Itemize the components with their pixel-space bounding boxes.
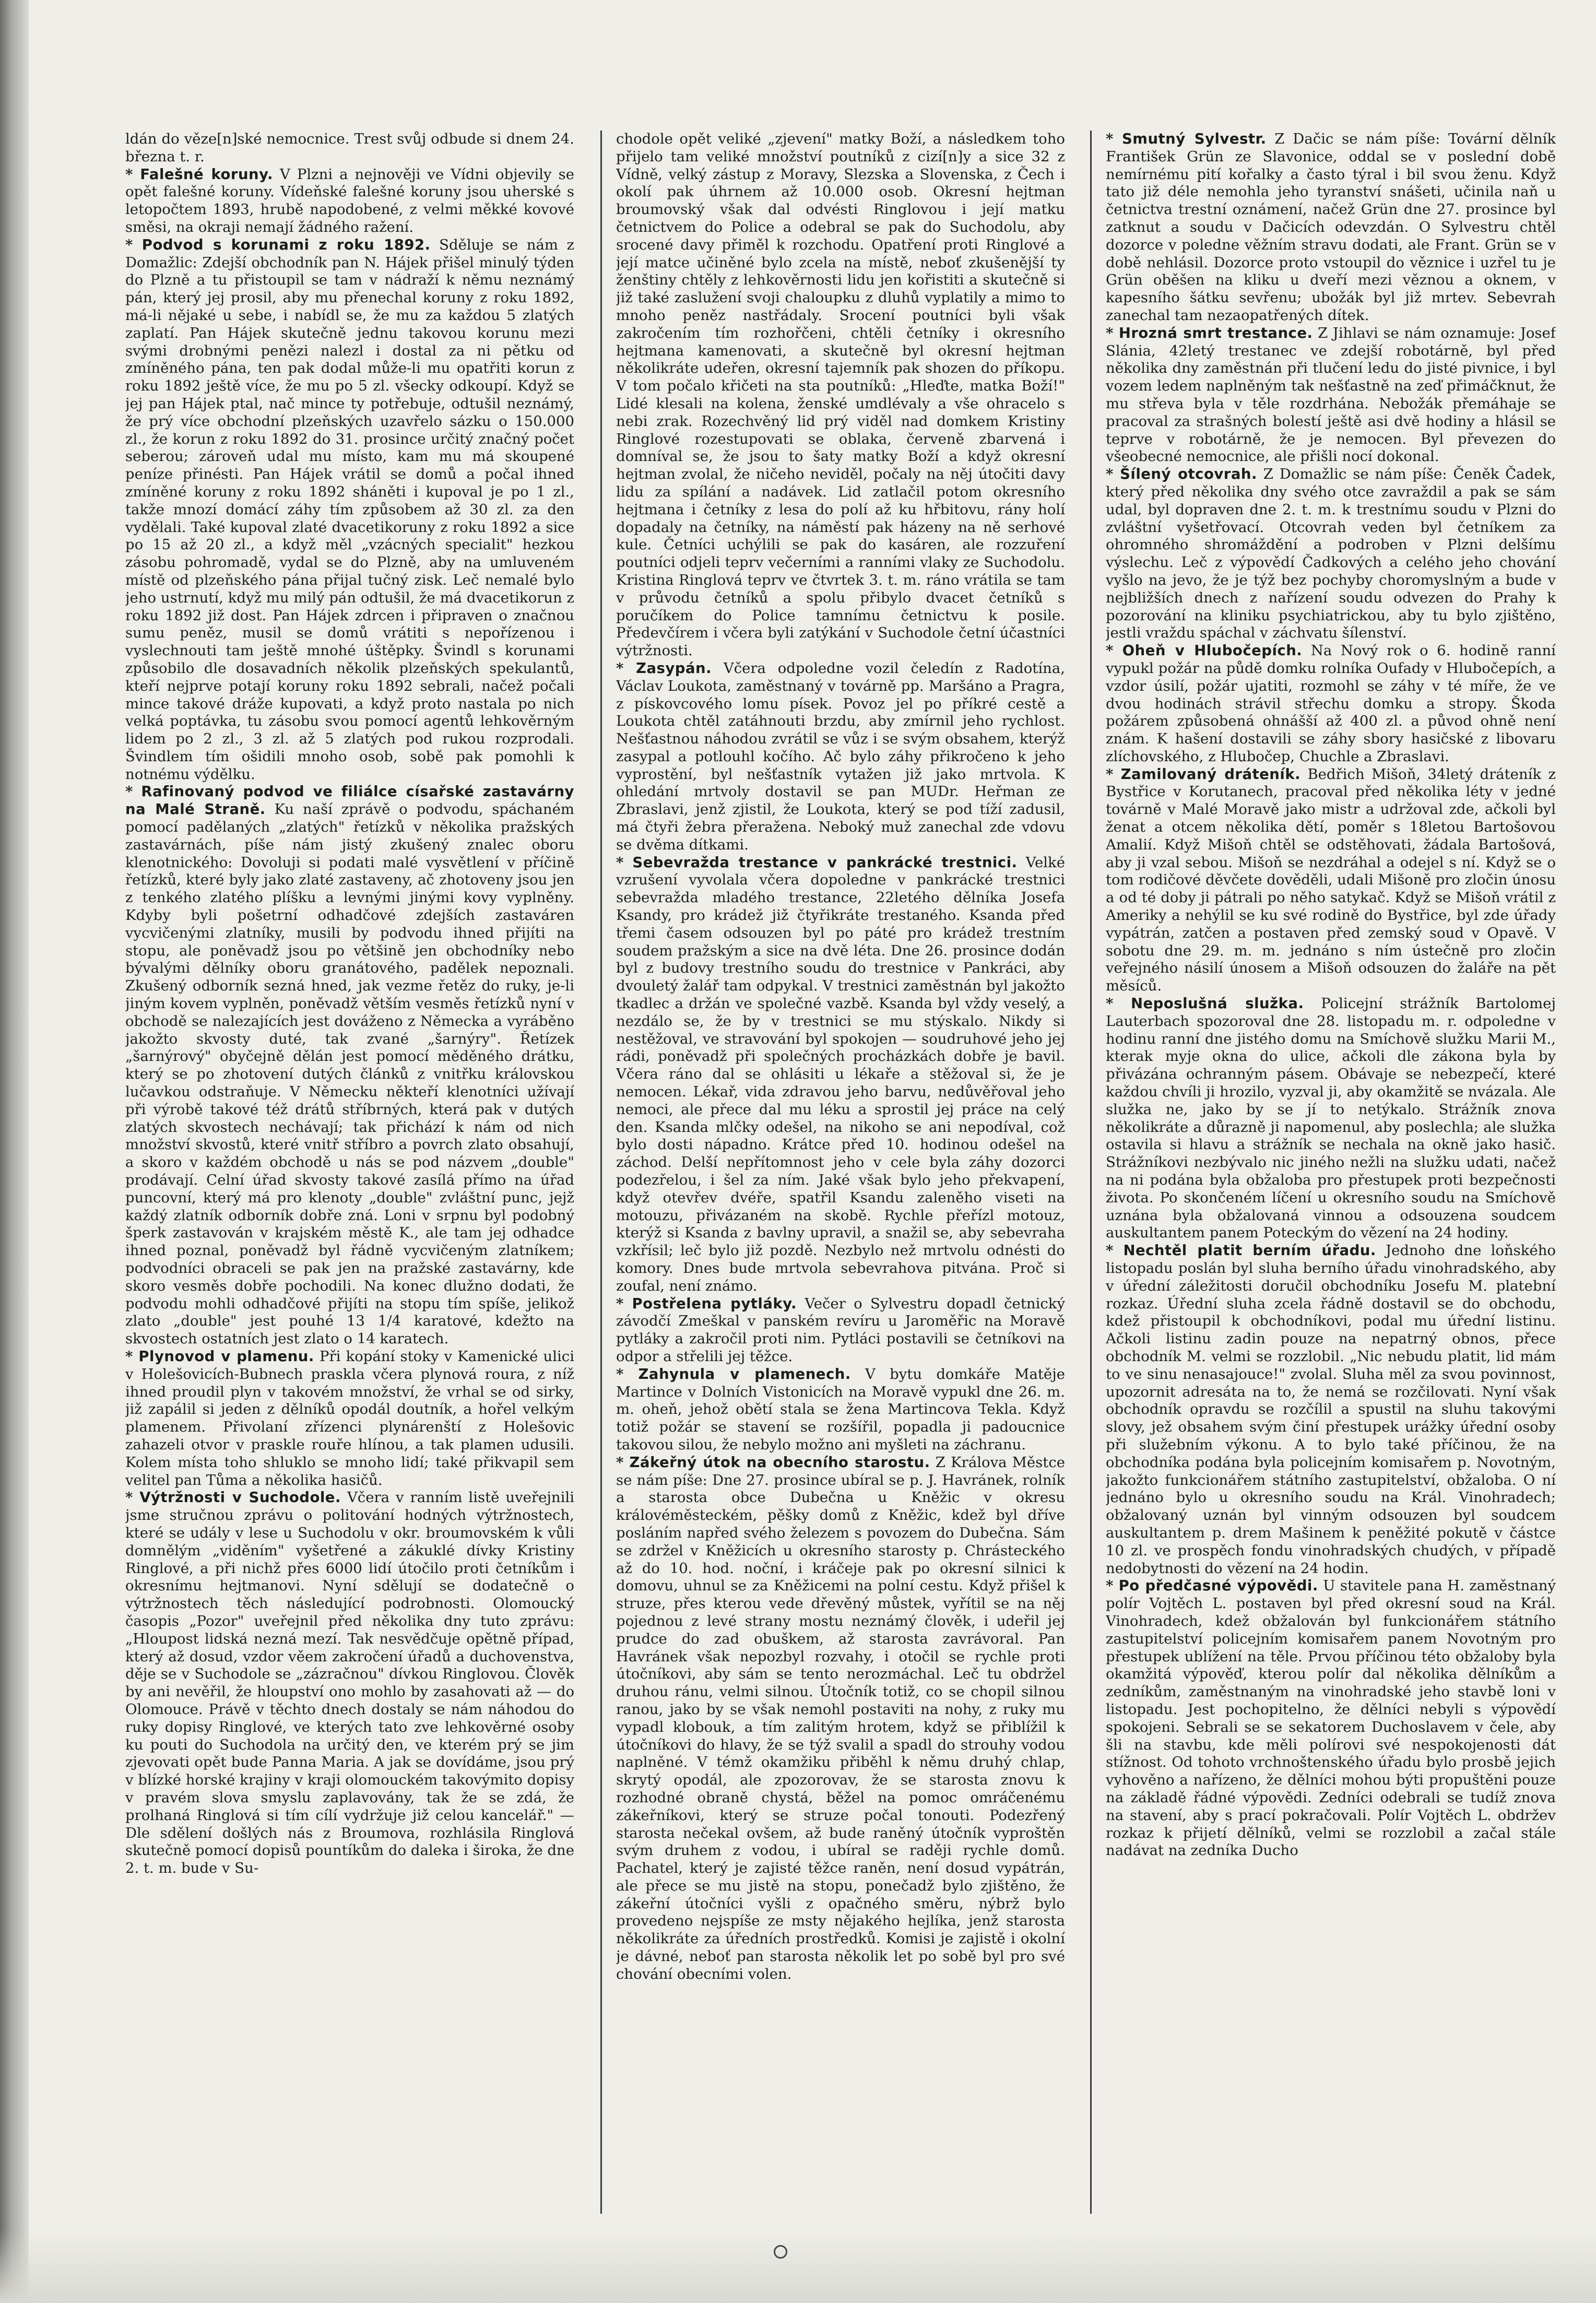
- page-hole-mark: [774, 2245, 787, 2259]
- article-1: [125, 166, 574, 237]
- article-2: [125, 237, 574, 784]
- article-headline: Hrozná smrt trestance.: [1118, 324, 1313, 341]
- article-star-mark: *: [1106, 131, 1122, 147]
- article-star-mark: *: [1106, 1242, 1124, 1259]
- article-headline: Po předčasné výpovědi.: [1118, 1577, 1318, 1595]
- article-text: Včera v ranním listě uveřejnili jsme stručnou zprávu o politování hodných výtržnostech, které se udály v lese u Suchodolu v okr. broumovském k vůli domnělým „viděním" vyšetřené a zákuklé dívky Kristiny Ringlové, a při nichž přes 6000 lidí útočilo proti četníkům i okresnímu hejtmanovi. Nyní sdělují se dodatečně o výtržnostech těch následující podrobnosti. Olomoucký časopis „Pozor" uveřejnil před několika dny tuto zprávu: „Hloupost lidská nezná mezí. Tak nesvědčuje opětně případ, který až dosud, vzdor věem zakročení úřadů a duchovenstva, děje se v Suchodole se „zázračnou" dívkou Ringlovou. Člověk by ani nevěřil, že hloupství ono mohlo by zasahovati až — do Olomouce. Právě v těchto dnech dostaly se nám náhodou do ruky dopisy Ringlové, ve kterých tato zve lehkověrné osoby ku pouti do Suchodola na určitý den, ve kterém prý se jim zjevovati opět bude Panna Maria. A jak se dovídáme, jsou prý v blízké horské krajiny v kraji olomouckém takovýmito dopisy v pravém slova smyslu zaplavovány, tak že se zdá, že prolhaná Ringlová si tím cílí vydržuje již celou kancelář." — Dle sdělení došlých nás z Broumova, rozhlásila Ringlová skutečně pomocí dopisů pountíkům do daleka i široka, že dne 2. t. m. bude v Su-: [125, 1489, 574, 1877]
- article-3: [1106, 642, 1556, 766]
- article-2: [1106, 466, 1556, 642]
- article-headline: Oheň v Hlubočepích.: [1122, 642, 1303, 659]
- article-text: Na Nový rok o 6. hodině ranní vypukl požár na půdě domku rolníka Oufady v Hlubočepích, a vzdor úsilí, požár ujatiti, rozmohl se záhy v té míře, že ve dvou hodinách strávil střechu domku a stropy. Škoda požárem způsobená ohnášší až 400 zl. a původ ohně není znám. K hašení dostavili se záhy sbory hasičské z libovaru zlíchovského, z Hlubočep, Chuchle a Zbraslavi.: [1106, 642, 1556, 765]
- article-5: [125, 1489, 574, 1877]
- article-0: [125, 131, 574, 166]
- article-text: V bytu domkáře Matěje Martince v Dolních Vistonicích na Moravě vypukl dne 26. m. m. oheň, jehož obětí stala se žena Martincova Tekla. Když totiž požár se stavení se rozšířil, popadla ji padoucnice takovou silou, že nebylo možno ani myšleti na záchranu.: [616, 1365, 1065, 1453]
- article-text: Z Domažlic se nám píše: Čeněk Čadek, který před několika dny svého otce zavraždil a pak se sám udal, byl dopraven dne 2. t. m. k trestnímu soudu v Plzni do zvláštní vyšetřovací. Otcovrah veden byl četníkem za ohromného shromáždění a podroben v Plzni delšímu výslechu. Leč z výpovědí Čadkových a celého jeho chování vyšlo na jevo, že je týž bez pochyby choromyslným a bude v nejbližších dnech z nařízení soudu odvezen do Prahy k pozorování na kliniku psychiatrickou, aby tu bylo zjištěno, jestli vraždu spáchal v záchvatu šílenství.: [1106, 466, 1556, 642]
- article-star-mark: *: [616, 1295, 632, 1312]
- article-headline: Smutný Sylvestr.: [1121, 131, 1267, 147]
- article-text: Sděluje se nám z Domažlic: Zdejší obchodník pan N. Hájek přišel minulý týden do Plzně a tu přistoupil se tam v nádraží k němu neznámý pán, který jej prosil, aby mu přenechal koruny z roku 1892, má-li nějaké u sebe, i nabídl se, že mu za každou 5 zlatých zaplatí. Pan Hájek skutečně jednu takovou korunu mezi svými drobnými penězi nalezl i dostal za ni pětku od zmíněného pána, ten pak dodal může-li mu opatřiti korun z roku 1892 ještě více, že mu po 5 zl. všecky odkoupí. Když se jej pan Hájek ptal, nač mince ty potřebuje, odtušil neznámý, že prý více obchodní plzeňských uzavřelo sázku o 150.000 zl., že korun z roku 1892 do 31. prosince určitý značný počet seberou; zároveň udal mu místo, kam mu má skoupené peníze přinésti. Pan Hájek vrátil se domů a počal ihned zmíněné koruny z roku 1892 sháněti i kupoval je po 1 zl., takže mnozí domácí záhy tím způsobem až 30 zl. za den vydělali. Také kupoval zlaté dvacetikoruny z roku 1892 a sice po 15 až 20 zl., a když měl „vzácných specialit" hezkou zásobu pohromadě, vydal se do Plzně, aby na umluveném místě od plzeňského pána přijal tučný zisk. Leč nemalé bylo jeho ustrnutí, když mu milý pán odtušil, že má dvacetikorun z roku 1892 již dost. Pan Hájek zdrcen i připraven o značnou sumu peněz, musil se domů vrátiti s nepořízenou i vyslechnouti tam ještě mnohé úštěpky. Švindl s korunami způsobilo dle dosavadních několik plzeňských spekulantů, kteří nejprve potají koruny roku 1892 sebrali, načež počali mince takové dráže kupovati, a když proto nastala po nich velká poptávka, tu zásobu svou pomocí agentů lehkověrným lidem po 2 zl., 3 zl. až 5 zlatých pod rukou rozprodali. Švindlem tím ošidili mnoho osob, sobě pak pomohli k notnému výdělku.: [125, 236, 574, 783]
- article-text: Včera odpoledne vozil čeledín z Radotína, Václav Loukota, zaměstnaný v továrně pp. Maršáno a Pragra, z pískovcového lomu písek. Povoz jel po příkré cestě a Loukota chtěl zatáhnouti brzdu, aby zmírnil jeho rychlost. Nešťastnou náhodou zvrátil se vůz i se svým obsahem, kterýž zasypal a potlouhl kočího. Ač bylo záhy přikročeno k jeho vyprostění, byl nešťastník vytažen již jako mrtvola. K ohledání mrtvoly dostavil se pan MUDr. Heřman ze Zbraslavi, jenž zjistil, že Loukota, který se pod tíží zadusil, má čtyři žebra přeražena. Neboký muž zanechal zde vdovu se dvěma dítkami.: [616, 659, 1065, 853]
- column-3: [1106, 131, 1556, 2214]
- article-headline: Zákeřný útok na obecního starostu.: [629, 1454, 930, 1471]
- article-text: Z Jihlavi se nám oznamuje: Josef Slánia, 42letý trestanec ve zdejší robotárně, byl před několika dny zaměstnán při tlučení ledu do jisté pivnice, i byl vozem ledem naplněným tak nešťastně na zeď přimáčknut, že mu střeva byla v těle rozdrhána. Nebožák přemáhaje se pracoval za strašných bolestí ještě asi dvě hodiny a hlásil se teprve v robotárně, že je nemocen. Byl převezen do všeobecné nemocnice, ale přišli nocí dokonal.: [1106, 324, 1556, 465]
- article-7: [1106, 1577, 1556, 1860]
- column-rule-2: [1090, 131, 1092, 2214]
- article-3: [616, 1295, 1065, 1366]
- article-text: Policejní strážník Bartolomej Lauterbach spozoroval dne 28. listopadu m. r. odpoledne v hodinu ranní dne jistého domu na Smíchově služku Marii M., kterak myje okna do ulice, ačkoli dle zákona byla by přivázána ochranným pásem. Obávaje se nebezpečí, které každou chvíli ji hrozilo, vyzval ji, aby okamžitě se nvázala. Ale služka ne, jako by se jí to netýkalo. Strážník znova několikráte a důrazně ji napomenul, aby poslechla; ale služka ostavila si hlavu a strážník se nechala na okně jako hasič. Strážníkovi nezbývalo nic jiného nežli na služku udati, načež na ni podána byla obžaloba pro přestupek proti bezpečnosti života. Po skončeném líčení u okresního soudu na Smíchově uznána byla obžalovaná vinnou a odsouzena soudcem auskultantem panem Poteckým do vězení na 24 hodiny.: [1106, 995, 1556, 1242]
- article-4: [616, 1366, 1065, 1454]
- article-star-mark: *: [616, 1454, 630, 1471]
- column-rule-1: [600, 131, 602, 2214]
- article-1: [616, 660, 1065, 854]
- page-binding-shadow: [0, 0, 29, 2303]
- article-3: [125, 783, 574, 1348]
- article-star-mark: *: [1106, 1577, 1119, 1595]
- article-6: [1106, 1242, 1556, 1577]
- article-text: Bedřich Mišoň, 34letý dráteník z Bystřice v Korutanech, pracoval před několika léty v jedné továrně v Malé Moravě jako mistr a udržoval zde, ačkoli byl ženat a otcem několika dětí, poměr s 18letou Bartošovou Amalií. Když Mišoň chtěl se odstěhovati, žádala Bartošová, aby ji vzal sebou. Mišoň se nezdráhal a odejel s ní. Když se o tom rodičové děvčete dověděli, udali Mišoně pro zločin únosu a od té doby ji pátrali po něho satykač. Když se Mišoň vrátil z Ameriky a nehýlil se ku své rodině do Bystřice, byl zde úřady vypátrán, zatčen a postaven před zemský soud v Opavě. V sobotu dne 29. m. m. jednáno s ním ústečně pro zločin veřejného násilí únosem a Mišoň odsouzen do žaláře na pět měsíců.: [1106, 765, 1556, 995]
- article-headline: Rafinovaný podvod ve filiálce císařské zastavárny na Malé Straně.: [125, 783, 574, 818]
- article-star-mark: *: [125, 1348, 139, 1365]
- article-2: [616, 854, 1065, 1295]
- article-star-mark: *: [1106, 324, 1119, 341]
- article-text: Z Králova Městce se nám píše: Dne 27. prosince ubíral se p. J. Havránek, rolník a starosta obce Dubečna u Kněžic v okresu královéměsteckém, pěšky domů z Kněžic, kdež byl dříve posláním napřed svého železem s povozem do Dubečna. Sám se zdržel v Kněžicích u okresního starosty p. Chrásteckého až do 10. hod. noční, i kráčeje pak po okresní silnici k domovu, uhnul se za Kněžicemi na polní cestu. Když přišel k struze, přes kterou vede dřevěný můstek, vyřítil se na něj pojednou z levé strany mostu neznámý člověk, i udeřil jej prudce do zad obuškem, až starosta zavrávoral. Pan Havránek však nepozbyl rozvahy, i otočil se rychle proti útočníkovi, aby sám se tento nerozmáchal. Leč tu obdržel druhou ránu, velmi silnou. Útočník totiž, co se chopil silnou ranou, jako by se však nemohl postaviti na nohy, z ruky mu vypadl klobouk, a tím zalitým hrotem, když se přiblížil k útočníkovi do hlavy, že se týž svalil a spadl do strouhy vodou naplněné. V témž okamžiku přiběhl k němu druhý chlap, skrytý opodál, ale zpozorovav, že se starosta znovu k rozhodné obraně chystá, běžel na pomoc omráčenému zákeřníkovi, který se struze počal tonouti. Podezřený starosta nečekal ovšem, až bude raněný útočník vyproštěn svým druhem z vodou, i ubíral se raději rychle domů. Pachatel, který je zajisté těžce raněn, není dosud vypátrán, ale přece se mu jistě na stopu, ponečadž bylo zjištěno, že zákeřní útočníci vyšli z opačného směru, nýbrž bylo provedeno nejspíše ze msty nějakého hejlíka, jenž starosta několikráte za úředních prostředků. Komisi je zajistě i okolní je dávné, neboť pan starosta několik let po sobě byl pro své chování obecními volen.: [616, 1454, 1065, 1982]
- article-headline: Neposlušná služka.: [1131, 995, 1304, 1012]
- article-text: U stavitele pana H. zaměstnaný polír Vojtěch L. postaven byl před okresní soud na Král. Vinohradech, kdež obžalován byl funkcionářem státního zastupitelství policejním komisařem panem Novotným pro přestupek ublížení na těle. Prvou příčinou této obžaloby byla okamžitá výpověď, kterou polír dal několika dělníkům a zedníkům, zaměstnaným na vinohradské jeho stavbě loni v listopadu. Jest pochopitelno, že dělníci nebyli s výpovědí spokojeni. Sebrali se se sekatorem Duchoslavem v čele, aby šli na stavbu, kde měli polírovi své nespokojenosti dát stížnost. Od tohoto vrchnoštenského úřadu bylo prosbě jejich vyhověno a nařízeno, že dělníci mohou býti propuštěni pouze na základě řádné výpovědi. Zedníci odebrali se tudíž znova na stavení, aby s prací pokračovali. Polír Vojtěch L. obdržev rozkaz k přijetí dělníků, velmi se rozzlobil a začal stále nadávat na zedníka Ducho: [1106, 1577, 1556, 1859]
- article-0: [616, 131, 1065, 660]
- article-text: Večer o Sylvestru dopadl četnický závodčí Zmeškal v panském revíru u Jaroměřic na Moravě pytláky a zakročil proti nim. Pytláci postavili se četníkovi na odpor a střelili jej těžce.: [616, 1295, 1065, 1365]
- article-star-mark: *: [616, 659, 636, 677]
- article-headline: Postřelena pytláky.: [632, 1295, 797, 1312]
- article-headline: Podvod s korunami z roku 1892.: [141, 236, 431, 253]
- article-headline: Nechtěl platit berním úřadu.: [1123, 1242, 1376, 1259]
- article-star-mark: *: [125, 783, 141, 800]
- article-text: V Plzni a nejnověji ve Vídni objevily se opět falešné koruny. Vídeňské falešné koruny jsou uherské s letopočtem 1893, hrubě napodobené, z velmi měkké kovové směsi, na okraji nemají žádného ražení.: [125, 166, 574, 235]
- article-text: Při kopání stoky v Kamenické ulici v Holešovicích-Bubnech praskla včera plynová roura, z níž ihned proudil plyn v takovém množství, že vrhal se od sirky, již zapálil si jeden z dělníků opodál doutník, a hořel velkým plamenem. Přivolaní zřízenci plynárenští z Holešovic zahazeli otvor v praskle rouře hlínou, a tak plamen udusili. Kolem místa toho shluklo se mnoho lidí; také přikvapil sem velitel pan Tůma a několika hasičů.: [125, 1348, 574, 1489]
- article-star-mark: *: [125, 236, 142, 253]
- article-text: chodole opět veliké „zjevení" matky Boží, a následkem toho přijelo tam veliké množství poutníků z cizí[n]y a sice 32 z Vídně, velký zástup z Moravy, Slezska a Slovenska, z Čech i okolí pak úhrnem až 10.000 osob. Okresní hejtman broumovský však dal odvésti Ringlovou i její matku četnictvem do Police a odebral se pak do Suchodolu, aby srocené davy přiměl k rozchodu. Opatření proti Ringlové a její matce učiněné bylo zcela na místě, neboť zkušenější ty ženštiny chtěly z lehkověrnosti lidu jen kořistiti a skutečně si již také zaslužení svoji chaloupku z dluhů vyplatily a mimo to mnoho peněz nastřádaly. Srocení poutníci byli však zakročením tím rozhořčeni, chtěli četníky i okresního hejtmana kamenovati, a skutečně byl okresní hejtman několikráte udeřen, okresní tajemník pak shozen do příkopu. V tom počalo křičeti na sta poutníků: „Hleďte, matka Boží!" Lidé klesali na kolena, ženské umdlévaly a vše ohracelo s nebi zrak. Rozechvěný lid prý viděl nad domkem Kristiny Ringlové rozestupovati se oblaka, červeně zbarvená i domníval se, že jsou to šaty matky Boží a když okresní hejtman zvolal, že ničeho neviděl, počaly na něj útočiti davy lidu za spílání a nadávek. Lid zatlačil potom okresního hejtmana i četníky z lesa do polí až ku hřbitovu, rány holí dopadaly na četníky, na náměstí pak házeny na ně serhové kule. Četníci uchýlili se pak do kasáren, ale rozzuření poutníci odjeli teprv večerními a ranními vlaky ze Suchodolu. Kristina Ringlová teprv ve čtvrtek 3. t. m. ráno vrátila se tam v průvodu četníků a spolu přibylo dvacet četníků s poručíkem do Police tamnímu četnictvu k posile. Předevčírem i včera byli zatýkání v Suchodole četní účastníci výtržnosti.: [616, 131, 1065, 659]
- article-text: ldán do věze[n]ské nemocnice. Trest svůj odbude si dnem 24. března t. r.: [125, 131, 574, 165]
- article-headline: Výtržnosti v Suchodole.: [139, 1489, 341, 1506]
- article-star-mark: *: [1106, 466, 1120, 483]
- article-5: [1106, 995, 1556, 1242]
- article-star-mark: *: [125, 1489, 140, 1506]
- article-star-mark: *: [1106, 642, 1122, 659]
- article-headline: Sebevražda trestance v pankrácké trestnici.: [632, 854, 1018, 871]
- article-text: Jednoho dne loňského listopadu poslán byl sluha berního úřadu vinohradského, aby v úřední záležitosti doručil obchodníku Josefu M. platební rozkaz. Úřední sluha zcela řádně dostavil se do obchodu, kdež přistoupil k obchodníkovi, podal mu úřední listinu. Ačkoli listinu zadin pouze na nepatrný obnos, přece obchodník M. velmi se rozzlobil. „Nic nebudu platit, lid mám to ve sinu nenasajouce!" zvolal. Sluha měl za svou povinnost, upozornit adresáta na to, že nemá se rozčilovati. Nyní však obchodník opravdu se rozčílil a spustil na sluhu takovými slovy, jež obsahem svým činí přestupek urážky úřední osoby při služebním výkonu. A to bylo také příčinou, že na obchodníka podána byla policejním komisařem p. Novotným, jakožto funkcionářem státního zastupitelství, obžaloba. O ní jednáno bylo u okresního soudu na Král. Vinohradech; obžalovaný uznán byl vinným odsouzen byl soudcem auskultantem p. drem Mašinem k peněžité pokutě v částce 10 zl. ve prospěch fondu vinohradských chudých, v případě nedobytnosti do vězení na 24 hodin.: [1106, 1242, 1556, 1577]
- article-headline: Zamilovaný dráteník.: [1120, 765, 1301, 783]
- article-1: [1106, 325, 1556, 466]
- article-text: Z Dačic se nám píše: Tovární dělník František Grün ze Slavonice, oddal se v poslední době nemírnému pití kořalky a často týral i bil svou ženu. Když tato již déle nemohla jeho tyranství snášeti, učinila naň u četnictva trestní oznámení, načež Grün dne 27. prosince byl zatknut a soudu v Dačicích odevzdán. O Sylvestru chtěl dozorce v poledne věžním stravu dodati, ale Frant. Grün se v době nehlásil. Dozorce proto vstoupil do věznice i uzřel tu je Grün oběšen na kliku u dveří mezi věznou a oknem, v kapesního šátku sevřenu; ubožák byl již mrtev. Sebevrah zanechal tam nezaopatřených dítek.: [1106, 131, 1556, 324]
- article-headline: Zasypán.: [636, 659, 712, 677]
- article-star-mark: *: [1106, 995, 1131, 1012]
- article-0: [1106, 131, 1556, 325]
- article-star-mark: *: [1106, 765, 1121, 783]
- article-headline: Šílený otcovrah.: [1120, 466, 1257, 483]
- article-star-mark: *: [125, 166, 140, 183]
- article-star-mark: *: [616, 1365, 639, 1383]
- article-4: [125, 1348, 574, 1489]
- article-headline: Plynovod v plamenu.: [138, 1348, 314, 1365]
- article-headline: Falešné koruny.: [140, 166, 273, 183]
- column-1: [125, 131, 574, 2214]
- article-text: Velké vzrušení vyvolala včera dopoledne v pankrácké trestnici sebevražda mladého trestance, 22letého dělníka Josefa Ksandy, pro krádež již čtyřikráte trestaného. Ksanda před třemi časem odsouzen byl po páté pro krádež trestním soudem pražským a sice na dvě léta. Dne 26. prosince dodán byl z budovy trestního soudu do trestnice v Pankráci, aby dvouletý žalář tam odpykal. V trestnici zaměstnán byl jakožto tkadlec a držán ve společné vazbě. Ksanda byl vždy veselý, a nezdálo se, že by v trestnici se mu stýskalo. Nikdy si nestěžoval, ve stravování byl spokojen — soudruhové jeho jej rádi, poněvadž při společných procházkách dobře je bavil. Včera ráno dal se ohlásiti u lékaře a stěžoval si, že je nemocen. Lékař, vida zdravou jeho barvu, nedůvěřoval jeho nemoci, ale přece dal mu léku a sprostil jej práce na celý den. Ksanda mlčky odešel, na nikoho se ani nepodíval, což bylo dosti nápadno. Krátce před 10. hodinou odešel na záchod. Delší nepřítomnost jeho v cele byla záhy dozorci podezřelou, i šel za ním. Jaké však bylo jeho překvapení, když otevřev dvéře, spatřil Ksandu zaleněho viseti na motouzu, přivázaném na skobě. Rychle přeřízl motouz, kterýž si Ksanda z bavlny upravil, a snažil se, aby sebevraha vzkřísil; leč bylo již pozdě. Nezbylo než mrtvolu odnésti do komory. Dnes bude mrtvola sebevrahova pitvána. Proč si zoufal, není známo.: [616, 854, 1065, 1294]
- article-text: Ku naší zprávě o podvodu, spáchaném pomocí padělaných „zlatých" řetízků v několika pražských zastavárnách, píše nám jistý zkušený znalec oboru klenotnického: Dovoluji si podati malé vysvětlení v příčině řetízků, které byly jako zlaté zastaveny, ač zhotoveny jsou jen z tenkého zlatého plíšku a levnými jinými kovy vyplněny. Kdyby byli pošetrní odhadčové zdejších zastaváren vycvičenými zlatníky, musili by podvodu ihned přijíti na stopu, ale poněvadž jsou po většině jen obchodníky nebo bývalými dělníky oboru granátového, padělek nepoznali. Zkušený odborník sezná hned, jak vezme řetěz do ruky, je-li jiným kovem vyplněn, poněvadž větším vesměs řetízků nyní v obchodě se nalezajících jest dováženo z Německa a vyráběno jakožto skvosty duté, tak zvané „šarnýry". Řetízek „šarnýrový" obyčejně dělán jest pomocí měděného drátku, který se po zhotovení dutých článků z vnitřku královskou lučavkou odstraňuje. V Německu někteří klenotníci užívají při výrobě takové též drátů stříbrných, která pak v dutých zlatých skvostech nechávají; tak přichází k nám od nich množství skvostů, které vnitř stříbro a povrch zlato obsahují, a skoro v každém obchodě u nás se pod názvem „double" prodávají. Celní úřad skvosty takové zasílá přímo na úřad puncovní, který má pro klenoty „double" zvláštní punc, jejž každý zlatník odborník dobře zná. Loni v srpnu byl podobný šperk zastavován v krajském městě K., ale tam jej odhadce ihned poznal, poněvadž byl řádně vycvičeným zlatníkem; podvodníci obraceli se pak jen na pražské zastavárny, kde skoro vesměs dobře pochodili. Na konec dlužno dodati, že podvodu mohli odhadčové přijíti na stopu tím spíše, jelikož zlato „double" jest pouhé 13 1/4 karatové, kdežto na skvostech ostatních jest zlato o 14 karatech.: [125, 801, 574, 1348]
- article-5: [616, 1454, 1065, 1983]
- article-4: [1106, 766, 1556, 995]
- article-headline: Zahynula v plamenech.: [638, 1365, 851, 1383]
- page-bottom-shade: [0, 2229, 1596, 2303]
- article-star-mark: *: [616, 854, 633, 871]
- column-2: [616, 131, 1065, 2214]
